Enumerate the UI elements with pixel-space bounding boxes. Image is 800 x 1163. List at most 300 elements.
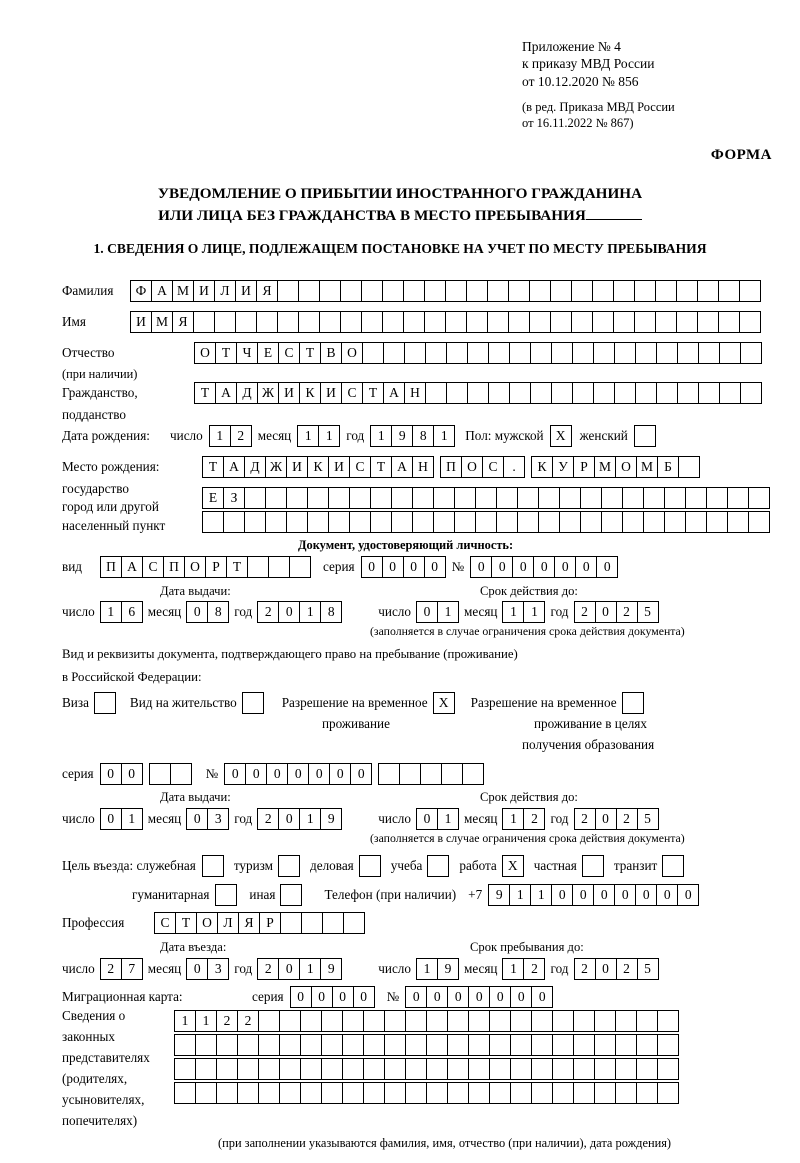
char-cell[interactable] bbox=[622, 511, 644, 533]
char-cell[interactable] bbox=[467, 342, 489, 364]
char-cell[interactable] bbox=[550, 280, 572, 302]
char-cell[interactable]: 1 bbox=[437, 808, 459, 830]
input-mcard-number[interactable] bbox=[405, 986, 553, 1008]
char-cell[interactable]: 0 bbox=[614, 884, 636, 906]
char-cell[interactable]: С bbox=[349, 456, 371, 478]
char-cell[interactable] bbox=[559, 487, 581, 509]
checkbox-sex-male[interactable]: X bbox=[550, 425, 572, 447]
char-cell[interactable]: Л bbox=[214, 280, 236, 302]
char-cell[interactable]: Т bbox=[362, 382, 384, 404]
char-cell[interactable] bbox=[321, 1082, 343, 1104]
char-cell[interactable] bbox=[446, 382, 468, 404]
char-cell[interactable]: 0 bbox=[656, 884, 678, 906]
char-cell[interactable]: 0 bbox=[489, 986, 511, 1008]
char-cell[interactable]: 0 bbox=[100, 808, 122, 830]
char-cell[interactable] bbox=[298, 311, 320, 333]
char-cell[interactable]: Ж bbox=[265, 456, 287, 478]
checkbox-purpose-study[interactable] bbox=[427, 855, 449, 877]
char-cell[interactable] bbox=[614, 342, 636, 364]
char-cell[interactable]: С bbox=[142, 556, 164, 578]
char-cell[interactable] bbox=[697, 311, 719, 333]
input-stay-month[interactable] bbox=[502, 958, 545, 980]
char-cell[interactable] bbox=[412, 487, 434, 509]
char-cell[interactable] bbox=[363, 1010, 385, 1032]
char-cell[interactable] bbox=[426, 1010, 448, 1032]
char-cell[interactable] bbox=[748, 511, 770, 533]
checkbox-purpose-humanitarian[interactable] bbox=[215, 884, 237, 906]
char-cell[interactable] bbox=[615, 1082, 637, 1104]
char-cell[interactable] bbox=[384, 1082, 406, 1104]
input-citizenship[interactable] bbox=[194, 382, 762, 404]
char-cell[interactable] bbox=[454, 511, 476, 533]
char-cell[interactable] bbox=[531, 1034, 553, 1056]
char-cell[interactable] bbox=[286, 511, 308, 533]
char-cell[interactable]: 1 bbox=[416, 958, 438, 980]
char-cell[interactable]: 0 bbox=[332, 986, 354, 1008]
char-cell[interactable] bbox=[572, 382, 594, 404]
char-cell[interactable]: 1 bbox=[502, 808, 524, 830]
char-cell[interactable]: 0 bbox=[447, 986, 469, 1008]
char-cell[interactable] bbox=[636, 1082, 658, 1104]
char-cell[interactable] bbox=[174, 1034, 196, 1056]
char-cell[interactable]: 0 bbox=[224, 763, 246, 785]
char-cell[interactable]: М bbox=[151, 311, 173, 333]
char-cell[interactable]: Я bbox=[172, 311, 194, 333]
char-cell[interactable]: Д bbox=[244, 456, 266, 478]
input-name[interactable] bbox=[130, 311, 761, 333]
char-cell[interactable] bbox=[517, 487, 539, 509]
char-cell[interactable] bbox=[405, 1010, 427, 1032]
char-cell[interactable]: 0 bbox=[278, 958, 300, 980]
char-cell[interactable] bbox=[258, 1058, 280, 1080]
checkbox-purpose-work[interactable]: X bbox=[502, 855, 524, 877]
input-doc-issue-year[interactable] bbox=[257, 601, 342, 623]
char-cell[interactable]: Ж bbox=[257, 382, 279, 404]
char-cell[interactable] bbox=[509, 342, 531, 364]
char-cell[interactable] bbox=[321, 1010, 343, 1032]
char-cell[interactable] bbox=[447, 1010, 469, 1032]
char-cell[interactable] bbox=[594, 1082, 616, 1104]
char-cell[interactable]: 0 bbox=[595, 958, 617, 980]
char-cell[interactable] bbox=[487, 280, 509, 302]
char-cell[interactable]: 9 bbox=[488, 884, 510, 906]
char-cell[interactable]: 0 bbox=[426, 986, 448, 1008]
char-cell[interactable]: Т bbox=[175, 912, 197, 934]
char-cell[interactable]: 1 bbox=[209, 425, 231, 447]
char-cell[interactable] bbox=[475, 511, 497, 533]
char-cell[interactable]: 3 bbox=[207, 958, 229, 980]
char-cell[interactable] bbox=[426, 1082, 448, 1104]
char-cell[interactable] bbox=[718, 280, 740, 302]
char-cell[interactable]: 0 bbox=[266, 763, 288, 785]
char-cell[interactable] bbox=[391, 511, 413, 533]
char-cell[interactable] bbox=[475, 487, 497, 509]
char-cell[interactable] bbox=[559, 511, 581, 533]
char-cell[interactable]: Т bbox=[226, 556, 248, 578]
char-cell[interactable]: 1 bbox=[437, 601, 459, 623]
char-cell[interactable]: 0 bbox=[551, 884, 573, 906]
char-cell[interactable] bbox=[739, 311, 761, 333]
char-cell[interactable]: Л bbox=[217, 912, 239, 934]
char-cell[interactable]: С bbox=[154, 912, 176, 934]
char-cell[interactable]: 2 bbox=[257, 808, 279, 830]
char-cell[interactable] bbox=[216, 1058, 238, 1080]
char-cell[interactable] bbox=[572, 342, 594, 364]
char-cell[interactable]: 2 bbox=[574, 808, 596, 830]
char-cell[interactable]: 0 bbox=[353, 986, 375, 1008]
char-cell[interactable] bbox=[636, 1010, 658, 1032]
char-cell[interactable]: 5 bbox=[637, 601, 659, 623]
char-cell[interactable] bbox=[719, 382, 741, 404]
char-cell[interactable] bbox=[656, 382, 678, 404]
char-cell[interactable] bbox=[424, 311, 446, 333]
checkbox-purpose-tourism[interactable] bbox=[278, 855, 300, 877]
char-cell[interactable]: 0 bbox=[593, 884, 615, 906]
char-cell[interactable]: М bbox=[594, 456, 616, 478]
char-cell[interactable] bbox=[635, 382, 657, 404]
char-cell[interactable] bbox=[552, 1010, 574, 1032]
char-cell[interactable] bbox=[223, 511, 245, 533]
char-cell[interactable] bbox=[489, 1010, 511, 1032]
input-legal-rep-line1[interactable] bbox=[174, 1010, 679, 1032]
char-cell[interactable] bbox=[321, 1058, 343, 1080]
char-cell[interactable] bbox=[697, 280, 719, 302]
char-cell[interactable] bbox=[445, 311, 467, 333]
char-cell[interactable] bbox=[657, 1058, 679, 1080]
char-cell[interactable]: Ф bbox=[130, 280, 152, 302]
char-cell[interactable] bbox=[362, 342, 384, 364]
char-cell[interactable] bbox=[676, 280, 698, 302]
char-cell[interactable] bbox=[300, 1034, 322, 1056]
char-cell[interactable]: 0 bbox=[245, 763, 267, 785]
char-cell[interactable]: И bbox=[286, 456, 308, 478]
char-cell[interactable] bbox=[268, 556, 290, 578]
char-cell[interactable] bbox=[531, 1058, 553, 1080]
checkbox-purpose-other[interactable] bbox=[280, 884, 302, 906]
char-cell[interactable] bbox=[195, 1082, 217, 1104]
char-cell[interactable] bbox=[657, 1082, 679, 1104]
char-cell[interactable]: Р bbox=[259, 912, 281, 934]
char-cell[interactable] bbox=[656, 342, 678, 364]
char-cell[interactable] bbox=[468, 1082, 490, 1104]
char-cell[interactable]: 0 bbox=[287, 763, 309, 785]
char-cell[interactable] bbox=[433, 511, 455, 533]
char-cell[interactable] bbox=[174, 1058, 196, 1080]
char-cell[interactable]: С bbox=[278, 342, 300, 364]
char-cell[interactable] bbox=[517, 511, 539, 533]
char-cell[interactable]: 8 bbox=[207, 601, 229, 623]
char-cell[interactable]: Р bbox=[205, 556, 227, 578]
char-cell[interactable]: 0 bbox=[596, 556, 618, 578]
char-cell[interactable]: 1 bbox=[502, 601, 524, 623]
char-cell[interactable]: С bbox=[482, 456, 504, 478]
char-cell[interactable]: 5 bbox=[637, 808, 659, 830]
input-permit-number[interactable] bbox=[224, 763, 484, 785]
char-cell[interactable] bbox=[634, 280, 656, 302]
char-cell[interactable] bbox=[328, 511, 350, 533]
char-cell[interactable] bbox=[718, 311, 740, 333]
char-cell[interactable]: А bbox=[383, 382, 405, 404]
char-cell[interactable] bbox=[468, 1010, 490, 1032]
char-cell[interactable] bbox=[510, 1010, 532, 1032]
char-cell[interactable] bbox=[307, 511, 329, 533]
char-cell[interactable] bbox=[740, 382, 762, 404]
char-cell[interactable]: С bbox=[341, 382, 363, 404]
char-cell[interactable]: 0 bbox=[186, 808, 208, 830]
checkbox-purpose-business[interactable] bbox=[359, 855, 381, 877]
char-cell[interactable] bbox=[636, 1034, 658, 1056]
char-cell[interactable]: 1 bbox=[433, 425, 455, 447]
checkbox-visa[interactable] bbox=[94, 692, 116, 714]
char-cell[interactable]: И bbox=[278, 382, 300, 404]
char-cell[interactable] bbox=[342, 1010, 364, 1032]
char-cell[interactable]: К bbox=[531, 456, 553, 478]
char-cell[interactable] bbox=[634, 311, 656, 333]
char-cell[interactable]: Н bbox=[404, 382, 426, 404]
char-cell[interactable] bbox=[571, 311, 593, 333]
char-cell[interactable] bbox=[258, 1010, 280, 1032]
char-cell[interactable]: П bbox=[440, 456, 462, 478]
char-cell[interactable] bbox=[748, 487, 770, 509]
input-patronymic[interactable] bbox=[194, 342, 762, 364]
input-permit-issue-year[interactable] bbox=[257, 808, 342, 830]
char-cell[interactable] bbox=[405, 1058, 427, 1080]
char-cell[interactable]: И bbox=[320, 382, 342, 404]
checkbox-purpose-private[interactable] bbox=[582, 855, 604, 877]
char-cell[interactable] bbox=[467, 382, 489, 404]
char-cell[interactable]: 2 bbox=[216, 1010, 238, 1032]
char-cell[interactable] bbox=[530, 342, 552, 364]
char-cell[interactable] bbox=[244, 487, 266, 509]
char-cell[interactable] bbox=[403, 311, 425, 333]
char-cell[interactable] bbox=[420, 763, 442, 785]
char-cell[interactable] bbox=[412, 511, 434, 533]
char-cell[interactable]: 0 bbox=[186, 601, 208, 623]
char-cell[interactable] bbox=[592, 280, 614, 302]
char-cell[interactable]: 0 bbox=[416, 601, 438, 623]
char-cell[interactable]: О bbox=[461, 456, 483, 478]
char-cell[interactable] bbox=[635, 342, 657, 364]
char-cell[interactable] bbox=[342, 1034, 364, 1056]
char-cell[interactable] bbox=[508, 280, 530, 302]
char-cell[interactable]: 0 bbox=[278, 808, 300, 830]
char-cell[interactable]: З bbox=[223, 487, 245, 509]
char-cell[interactable] bbox=[370, 487, 392, 509]
char-cell[interactable]: 2 bbox=[574, 958, 596, 980]
char-cell[interactable] bbox=[235, 311, 257, 333]
char-cell[interactable] bbox=[552, 1082, 574, 1104]
char-cell[interactable] bbox=[349, 511, 371, 533]
char-cell[interactable] bbox=[237, 1058, 259, 1080]
char-cell[interactable]: 1 bbox=[121, 808, 143, 830]
char-cell[interactable] bbox=[382, 280, 404, 302]
char-cell[interactable]: 0 bbox=[100, 763, 122, 785]
char-cell[interactable]: 1 bbox=[509, 884, 531, 906]
char-cell[interactable] bbox=[322, 912, 344, 934]
char-cell[interactable]: Е bbox=[257, 342, 279, 364]
char-cell[interactable] bbox=[399, 763, 421, 785]
char-cell[interactable] bbox=[664, 511, 686, 533]
char-cell[interactable]: М bbox=[172, 280, 194, 302]
char-cell[interactable]: 0 bbox=[470, 556, 492, 578]
char-cell[interactable]: М bbox=[636, 456, 658, 478]
checkbox-purpose-service[interactable] bbox=[202, 855, 224, 877]
char-cell[interactable]: 9 bbox=[391, 425, 413, 447]
char-cell[interactable] bbox=[531, 1010, 553, 1032]
char-cell[interactable] bbox=[425, 382, 447, 404]
char-cell[interactable]: Е bbox=[202, 487, 224, 509]
input-surname[interactable] bbox=[130, 280, 761, 302]
char-cell[interactable]: 1 bbox=[100, 601, 122, 623]
char-cell[interactable] bbox=[279, 1058, 301, 1080]
char-cell[interactable] bbox=[256, 311, 278, 333]
char-cell[interactable]: 2 bbox=[257, 601, 279, 623]
char-cell[interactable]: 9 bbox=[320, 808, 342, 830]
char-cell[interactable] bbox=[289, 556, 311, 578]
char-cell[interactable] bbox=[643, 487, 665, 509]
char-cell[interactable]: 0 bbox=[554, 556, 576, 578]
char-cell[interactable]: 0 bbox=[405, 986, 427, 1008]
char-cell[interactable]: 2 bbox=[616, 958, 638, 980]
char-cell[interactable]: 2 bbox=[230, 425, 252, 447]
char-cell[interactable]: 2 bbox=[574, 601, 596, 623]
char-cell[interactable]: 0 bbox=[572, 884, 594, 906]
input-mcard-series[interactable] bbox=[290, 986, 375, 1008]
input-legal-rep-line2[interactable] bbox=[174, 1034, 679, 1056]
char-cell[interactable] bbox=[370, 511, 392, 533]
char-cell[interactable] bbox=[615, 1034, 637, 1056]
char-cell[interactable] bbox=[349, 487, 371, 509]
char-cell[interactable] bbox=[552, 1034, 574, 1056]
char-cell[interactable] bbox=[446, 342, 468, 364]
char-cell[interactable] bbox=[193, 311, 215, 333]
char-cell[interactable]: 1 bbox=[299, 958, 321, 980]
char-cell[interactable] bbox=[279, 1082, 301, 1104]
char-cell[interactable] bbox=[510, 1034, 532, 1056]
char-cell[interactable] bbox=[580, 487, 602, 509]
char-cell[interactable]: О bbox=[615, 456, 637, 478]
checkbox-purpose-transit[interactable] bbox=[662, 855, 684, 877]
char-cell[interactable]: 3 bbox=[207, 808, 229, 830]
char-cell[interactable] bbox=[573, 1034, 595, 1056]
char-cell[interactable] bbox=[247, 556, 269, 578]
char-cell[interactable]: 5 bbox=[637, 958, 659, 980]
char-cell[interactable] bbox=[657, 1010, 679, 1032]
char-cell[interactable] bbox=[244, 511, 266, 533]
char-cell[interactable]: О bbox=[196, 912, 218, 934]
char-cell[interactable] bbox=[508, 311, 530, 333]
char-cell[interactable]: 1 bbox=[318, 425, 340, 447]
char-cell[interactable]: 0 bbox=[403, 556, 425, 578]
char-cell[interactable] bbox=[552, 1058, 574, 1080]
char-cell[interactable]: Т bbox=[370, 456, 392, 478]
char-cell[interactable]: И bbox=[130, 311, 152, 333]
checkbox-residence[interactable] bbox=[242, 692, 264, 714]
char-cell[interactable] bbox=[509, 382, 531, 404]
char-cell[interactable] bbox=[174, 1082, 196, 1104]
char-cell[interactable] bbox=[466, 311, 488, 333]
input-doc-valid-day[interactable] bbox=[416, 601, 459, 623]
char-cell[interactable]: А bbox=[223, 456, 245, 478]
char-cell[interactable]: Ч bbox=[236, 342, 258, 364]
char-cell[interactable] bbox=[343, 912, 365, 934]
char-cell[interactable] bbox=[538, 487, 560, 509]
char-cell[interactable] bbox=[488, 342, 510, 364]
char-cell[interactable] bbox=[615, 1058, 637, 1080]
char-cell[interactable] bbox=[538, 511, 560, 533]
char-cell[interactable] bbox=[340, 280, 362, 302]
char-cell[interactable] bbox=[677, 342, 699, 364]
char-cell[interactable] bbox=[319, 280, 341, 302]
checkbox-temp-residence[interactable]: X bbox=[433, 692, 455, 714]
input-doc-valid-month[interactable] bbox=[502, 601, 545, 623]
char-cell[interactable] bbox=[300, 1082, 322, 1104]
char-cell[interactable] bbox=[363, 1058, 385, 1080]
input-doc-issue-month[interactable] bbox=[186, 601, 229, 623]
char-cell[interactable]: 9 bbox=[437, 958, 459, 980]
char-cell[interactable] bbox=[279, 1034, 301, 1056]
char-cell[interactable] bbox=[664, 487, 686, 509]
checkbox-edu-residence[interactable] bbox=[622, 692, 644, 714]
char-cell[interactable] bbox=[573, 1010, 595, 1032]
char-cell[interactable] bbox=[706, 511, 728, 533]
char-cell[interactable] bbox=[378, 763, 400, 785]
char-cell[interactable] bbox=[614, 382, 636, 404]
char-cell[interactable] bbox=[613, 311, 635, 333]
char-cell[interactable] bbox=[496, 487, 518, 509]
char-cell[interactable] bbox=[727, 487, 749, 509]
input-birthplace-line1[interactable] bbox=[202, 456, 700, 478]
input-permit-issue-day[interactable] bbox=[100, 808, 143, 830]
char-cell[interactable] bbox=[298, 280, 320, 302]
char-cell[interactable]: 1 bbox=[530, 884, 552, 906]
char-cell[interactable] bbox=[202, 511, 224, 533]
char-cell[interactable] bbox=[613, 280, 635, 302]
char-cell[interactable] bbox=[487, 311, 509, 333]
input-birth-month[interactable] bbox=[297, 425, 340, 447]
char-cell[interactable] bbox=[405, 1034, 427, 1056]
char-cell[interactable]: Я bbox=[238, 912, 260, 934]
char-cell[interactable] bbox=[636, 1058, 658, 1080]
char-cell[interactable]: 2 bbox=[257, 958, 279, 980]
char-cell[interactable] bbox=[594, 1058, 616, 1080]
char-cell[interactable] bbox=[342, 1058, 364, 1080]
char-cell[interactable]: К bbox=[299, 382, 321, 404]
char-cell[interactable] bbox=[678, 456, 700, 478]
char-cell[interactable]: 6 bbox=[121, 601, 143, 623]
char-cell[interactable]: Т bbox=[299, 342, 321, 364]
char-cell[interactable] bbox=[237, 1082, 259, 1104]
input-doc-number[interactable] bbox=[470, 556, 618, 578]
char-cell[interactable] bbox=[265, 487, 287, 509]
char-cell[interactable] bbox=[214, 311, 236, 333]
char-cell[interactable]: . bbox=[503, 456, 525, 478]
char-cell[interactable]: 2 bbox=[523, 958, 545, 980]
char-cell[interactable]: 0 bbox=[512, 556, 534, 578]
char-cell[interactable]: Д bbox=[236, 382, 258, 404]
char-cell[interactable] bbox=[488, 382, 510, 404]
char-cell[interactable] bbox=[195, 1058, 217, 1080]
char-cell[interactable] bbox=[300, 1010, 322, 1032]
char-cell[interactable] bbox=[739, 280, 761, 302]
input-entry-day[interactable] bbox=[100, 958, 143, 980]
char-cell[interactable]: 1 bbox=[297, 425, 319, 447]
input-entry-month[interactable] bbox=[186, 958, 229, 980]
char-cell[interactable] bbox=[404, 342, 426, 364]
char-cell[interactable] bbox=[447, 1034, 469, 1056]
char-cell[interactable]: 0 bbox=[290, 986, 312, 1008]
char-cell[interactable] bbox=[384, 1058, 406, 1080]
